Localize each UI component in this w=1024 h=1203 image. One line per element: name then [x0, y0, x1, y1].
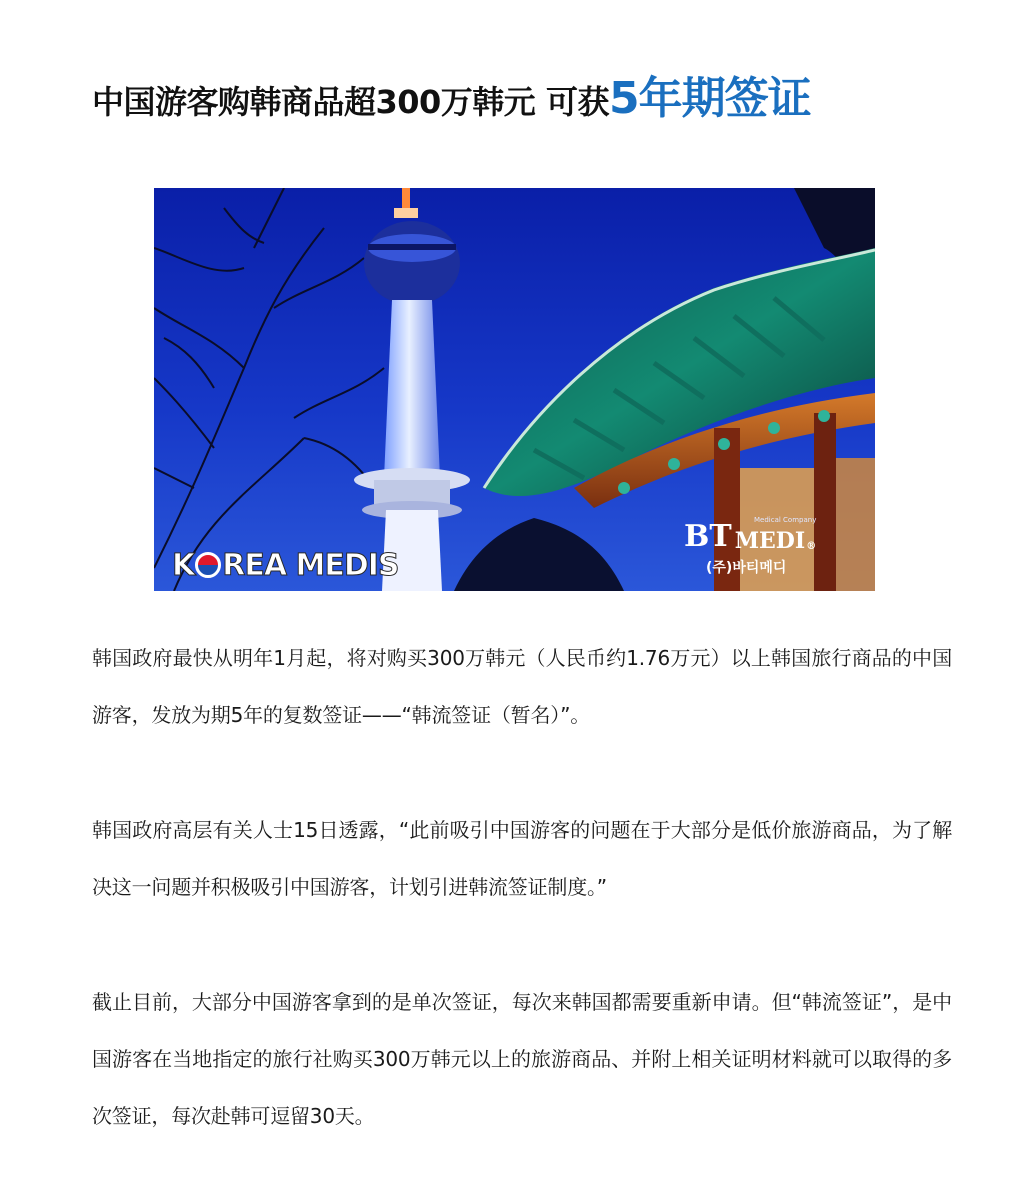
article-body — [92, 630, 952, 1203]
headline-main-text: 中国游客购韩商品超300万韩元 可获 — [92, 83, 609, 121]
korea-taegeuk-icon — [195, 552, 221, 578]
bt-medi-logo-medi: MEDI — [734, 528, 806, 554]
bt-medi-logo — [684, 516, 864, 577]
korea-medis-logo — [172, 548, 399, 582]
headline-accent-text: 5年期签证 — [608, 73, 811, 124]
bt-medi-logo-bt: BT — [684, 519, 732, 554]
bt-medi-logo-registered: ® — [806, 541, 817, 552]
bt-medi-logo-korean: (주)바티메디 — [706, 560, 787, 576]
article-paragraph: 韩国政府最快从明年1月起，将对购买300万韩元（人民币约1.76万元）以上韩国旅行商品的中国游客，发放为期5年的复数签证——“韩流签证（暂名）”。 — [92, 646, 952, 727]
bt-medi-logo-tagline: Medical Company — [754, 516, 817, 524]
headline — [92, 62, 972, 126]
article-paragraph: 截止目前，大部分中国游客拿到的是单次签证，每次来韩国都需要重新申请。但“韩流签证”，是中国游客在当地指定的旅行社购买300万韩元以上的旅游商品、并附上相关证明材料就可以取得的多次签证，每次赴韩可逗留30天。 — [92, 990, 952, 1128]
korea-medis-logo-k: K — [172, 547, 195, 583]
article-paragraph: 韩国政府高层有关人士15日透露，“此前吸引中国游客的问题在于大部分是低价旅游商品，为了解决这一问题并积极吸引中国游客，计划引进韩流签证制度。” — [92, 818, 952, 899]
korea-medis-logo-rest: REA MEDIS — [222, 547, 399, 583]
article-photo — [154, 188, 875, 591]
